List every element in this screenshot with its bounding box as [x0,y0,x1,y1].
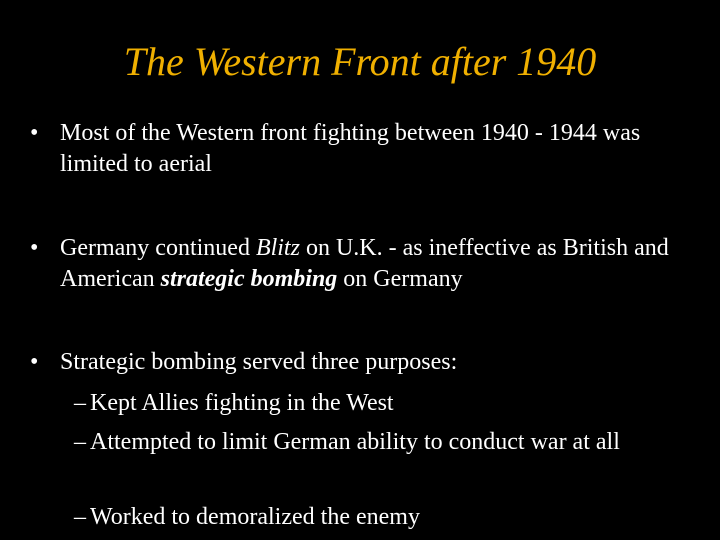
text-run: Germany continued [60,235,256,261]
emphasis-strategic-bombing: strategic bombing [160,266,338,292]
text-run: on Germany [337,266,463,292]
sub-bullet-text: Attempted to limit German ability to conduct war at all [90,429,620,455]
bullet-text [60,233,700,295]
bullet-marker: • [30,349,39,375]
bullet-item [30,347,700,378]
sub-bullet-marker: – [74,429,86,455]
sub-bullet-item [74,427,694,458]
bullet-text: Strategic bombing served three purposes: [60,349,458,375]
sub-bullet-text: Worked to demoralized the enemy [90,504,420,530]
emphasis-blitz: Blitz [255,235,300,261]
bullet-marker: • [30,120,39,146]
sub-bullet-text: Kept Allies fighting in the West [90,390,394,416]
bullet-item [30,233,700,295]
bullet-marker: • [30,235,39,261]
sub-bullet-item [74,502,694,533]
sub-bullet-item [74,388,694,419]
slide-title: The Western Front after 1940 [123,39,597,84]
sub-bullet-marker: – [74,390,86,416]
bullet-item [30,118,700,180]
sub-bullet-marker: – [74,504,86,530]
text-run: on U.K. - as ineffective as British and American [60,235,669,292]
bullet-text: Most of the Western front fighting between 1940 - 1944 was limited to aerial [60,120,641,177]
